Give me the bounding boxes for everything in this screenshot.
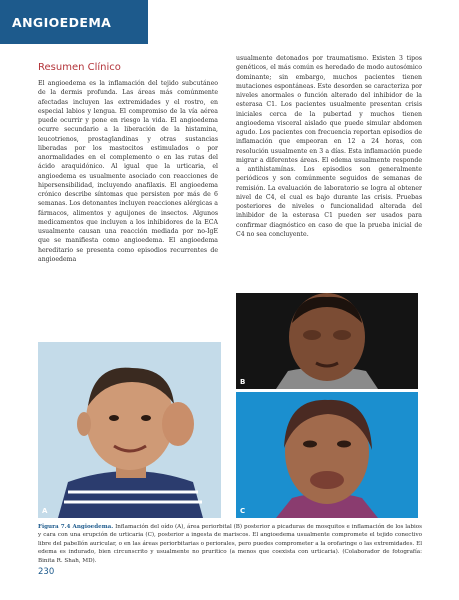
child-portrait-illustration — [38, 342, 221, 518]
photo-c-label: C — [240, 507, 246, 515]
figure-caption-text: Inflamación del oído (A), área periorbital (B) posterior a picaduras de mosquitos e inflamación de los labios y cara con una erupción de urticaria (C), posterior a ingesta de mariscos. El angioedema usualmente compromete el tejido conectivo libre del pabellón auricular, o en las áreas periorbitarias o periorales, pero puedes comprometer a la orofaringe o las extremidades. El edema es indurado, bien circunscrito y usualmente no pruritico (a menos que coexista con urticaria). (Colaborador de fotografía: Binita R. Shah, MD). — [38, 524, 422, 564]
page-number: 230 — [38, 567, 55, 577]
section-title: Resumen Clínico — [38, 62, 121, 73]
text-column-left — [38, 79, 218, 264]
chapter-title: ANGIOEDEMA — [12, 15, 112, 30]
paragraph-left: El angioedema es la inflamación del tejido subcutáneo de la dermis profunda. Las áreas más comúnmente afectadas incluyen las extremidades y el rostro, en especial labios y lengua. El compromiso de la vía aérea puede ocurrir y pone en riesgo la vida. El angioedema ocurre secundario a la liberación de la histamina, leucotrienos, prostaglandinas y otras sustancias liberadas por los mastocitos estimulados o por anormalidades en el complemento o en las rutas del ácido araquidónico. Al igual que la urticaria, el angioedema es usualmente asociado con reacciones de hipersensibilidad, incluyendo anafilaxis. El angioedema crónico describe síntomas que persisten por más de 6 semanas. Los detonantes incluyen reacciones alérgicas a fármacos, alimentos y aguijones de insectos. Algunos medicamentos que incluyen a los inhibidores de la ECA usualmente causan una reacción mediada por no-IgE que se manifiesta como angioedema. El angioedema hereditario se presenta como episodios recurrentes de angioedema — [38, 80, 218, 263]
face-lips-illustration — [236, 392, 418, 518]
figure-label: Figura 7.4 Angioedema. — [38, 524, 114, 530]
photo-a-label: A — [42, 507, 48, 515]
photo-b-periorbital-swelling — [236, 293, 418, 389]
face-closeup-illustration — [236, 293, 418, 389]
paragraph-right: usualmente detonados por traumatismo. Existen 3 tipos genéticos, el más común es heredado de modo autosómico dominante; sin embargo, muchos pacientes tienen mutaciones espontáneas. Este desorden se caracteriza por niveles anormales o función alterado del inhibidor de la esterasa C1. Los pacientes usualmente presentan crisis iniciales cerca de la pubertad y muchos tienen angioedema visceral aislado que puede simular abdomen agudo. Los pacientes con frecuencia reportan episodios de inflamación que empeoran en 12 a 24 horas, con resolución usualmente en 3 a días. Esta inflamación puede migrar a diferentes áreas. El edema usualmente responde a antihistamínas. Los episodios son generalmente periódicos y son comúnmente seguidos de semanas de remisión. La evaluación de laboratorio se logra al obtener nivel de C4, el cual es bajo durante las crisis. Pruebas posteriores de niveles o funcionalidad alterada del inhibidor de la esterasa C1 pueden ser usados para confirmar diagnóstico en caso de que la prueba inicial de C4 no sea concluyente. — [236, 55, 422, 238]
text-column-right — [236, 54, 422, 239]
photo-a-ear-swelling — [38, 342, 221, 518]
chapter-header-band — [0, 0, 148, 44]
photo-c-lip-swelling — [236, 392, 418, 518]
figure-caption — [38, 523, 422, 565]
photo-b-label: B — [240, 378, 246, 386]
